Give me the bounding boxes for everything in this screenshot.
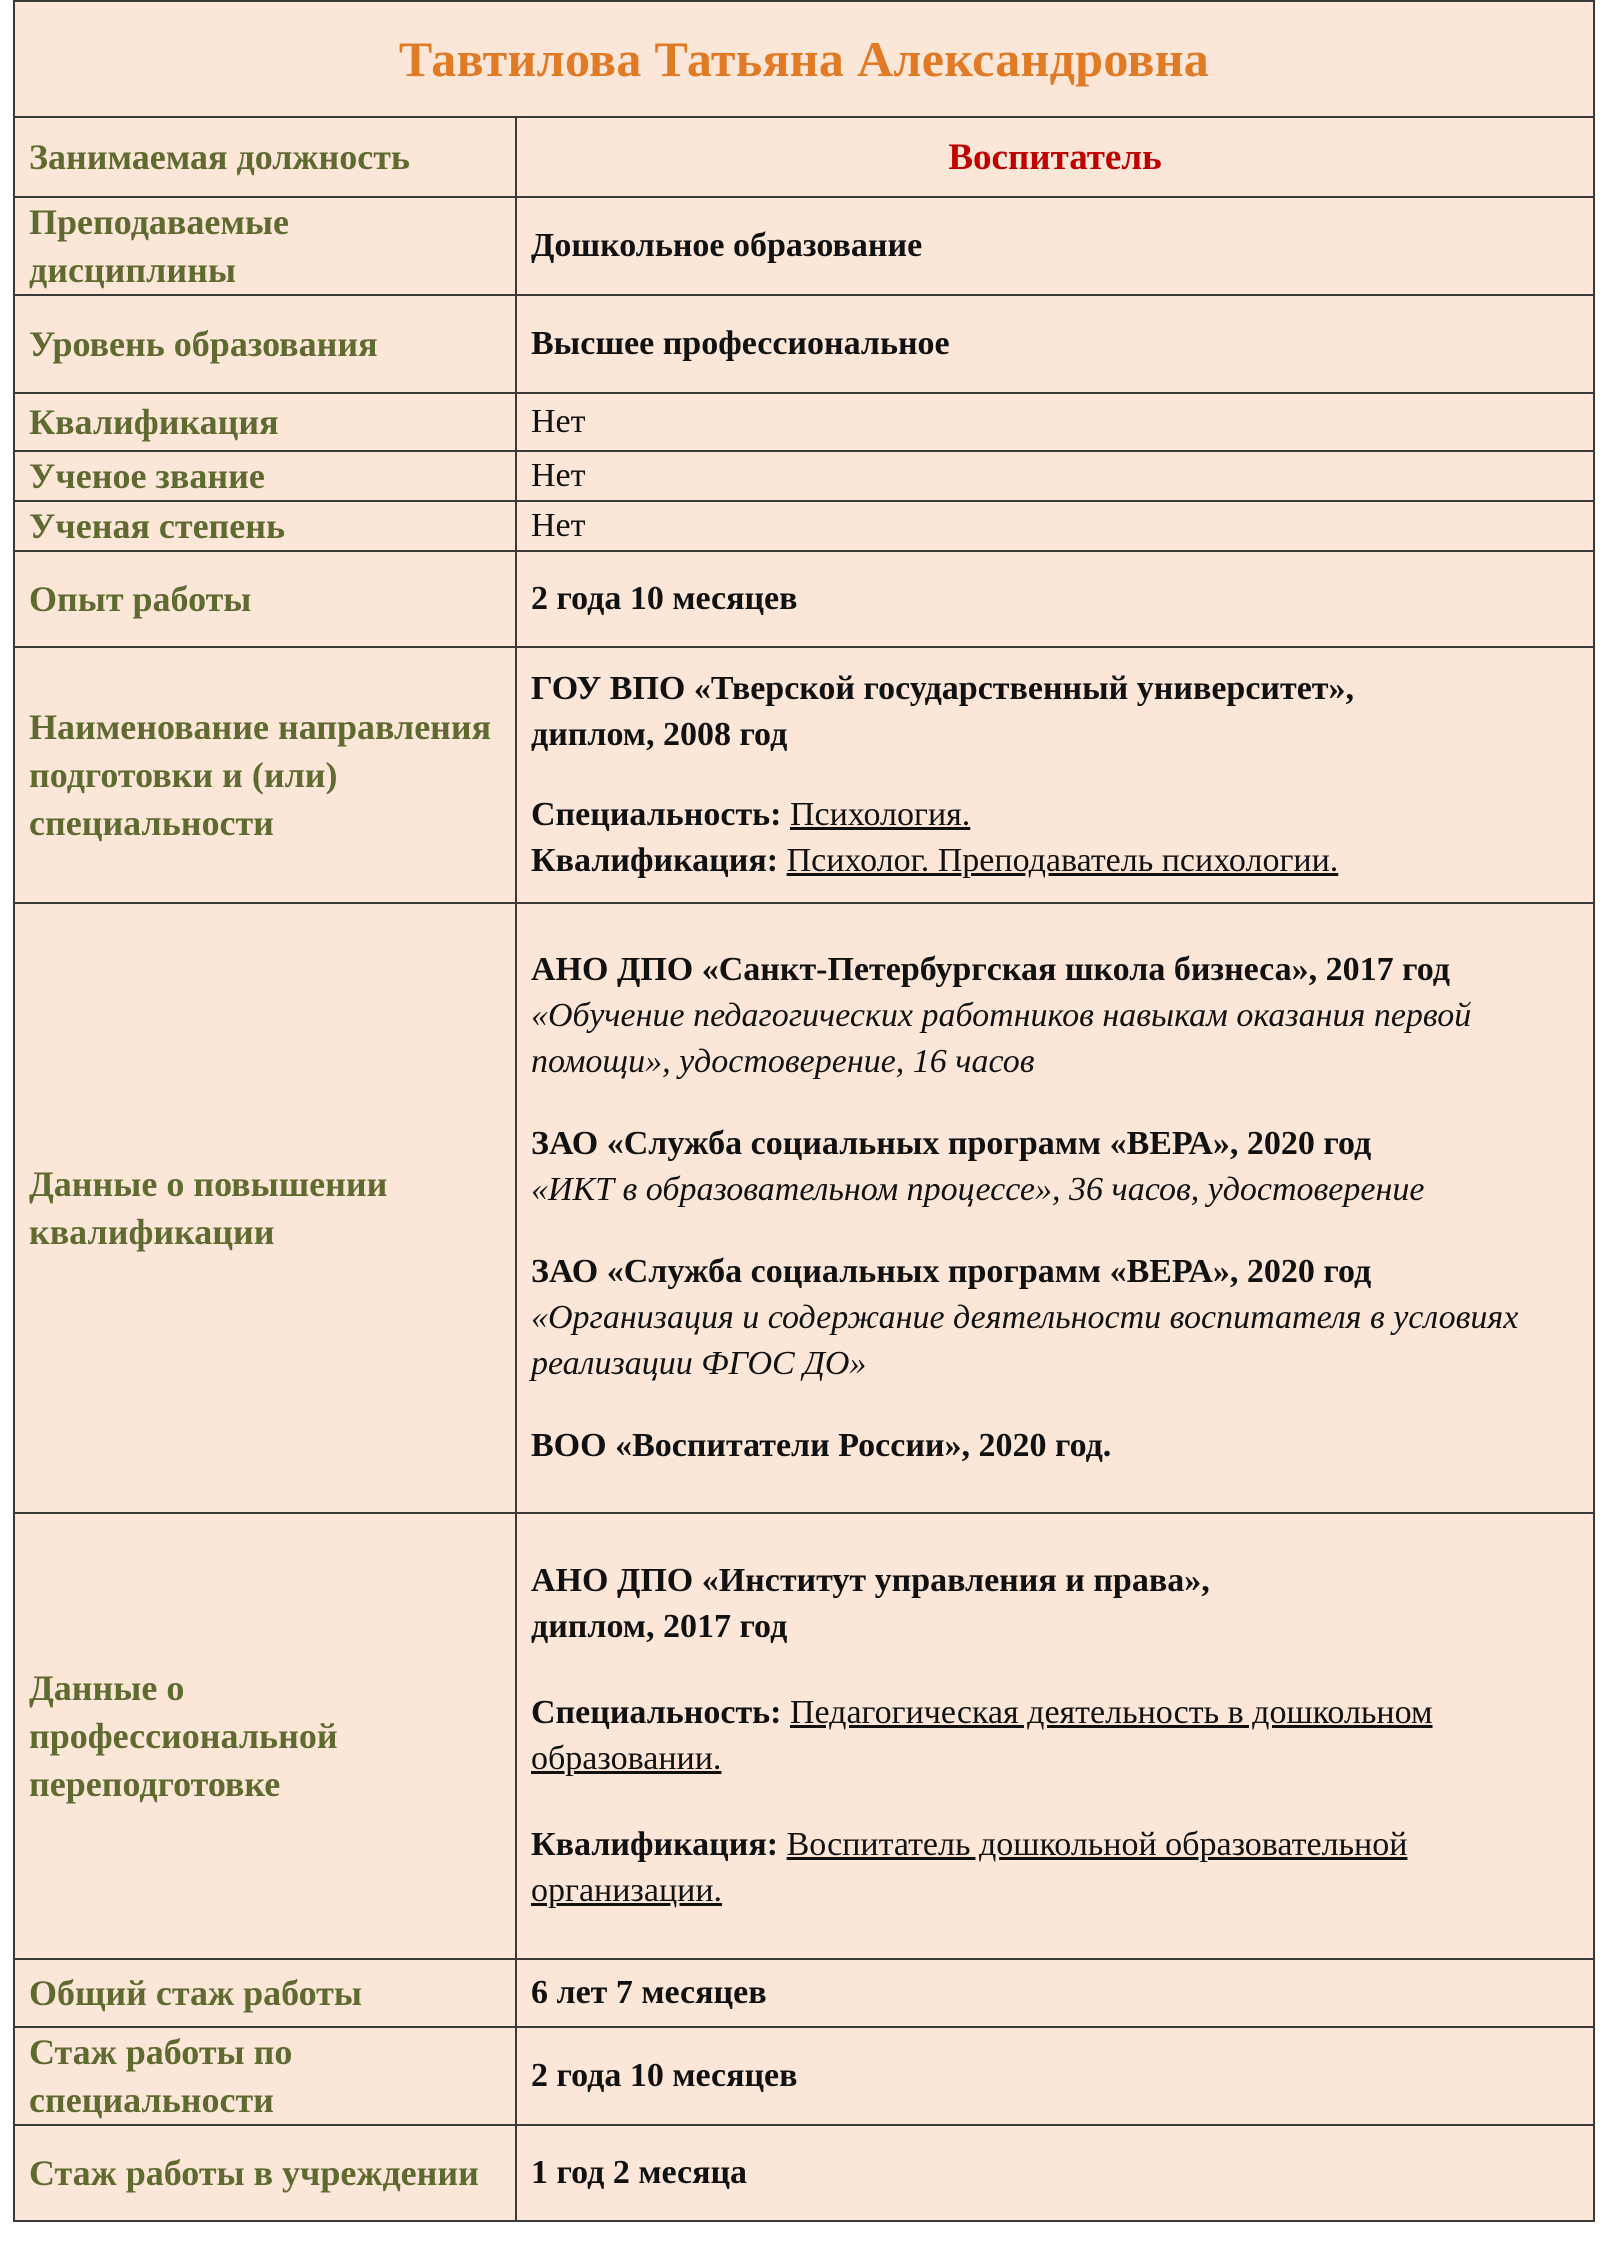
qualification-value: Нет bbox=[516, 393, 1594, 451]
experience-value: 2 года 10 месяцев bbox=[516, 551, 1594, 647]
row-specialty-experience bbox=[14, 2027, 1594, 2125]
training-entry bbox=[531, 1423, 1579, 1469]
row-specialty-direction bbox=[14, 647, 1594, 903]
specialty-experience-value: 2 года 10 месяцев bbox=[516, 2027, 1594, 2125]
row-total-experience bbox=[14, 1959, 1594, 2027]
position-label: Занимаемая должность bbox=[14, 117, 516, 197]
total-experience-value: 6 лет 7 месяцев bbox=[516, 1959, 1594, 2027]
profile-table bbox=[13, 0, 1595, 2222]
title-row bbox=[14, 1, 1594, 117]
specialty-qualification-key: Квалификация: bbox=[531, 842, 779, 879]
row-qualification bbox=[14, 393, 1594, 451]
institution-experience-value: 1 год 2 месяца bbox=[516, 2125, 1594, 2221]
specialty-institution-line1: ГОУ ВПО «Тверской государственный университет», bbox=[531, 670, 1354, 707]
retraining-label: Данные о профессиональной переподготовке bbox=[14, 1513, 516, 1959]
specialty-line bbox=[531, 792, 1579, 838]
training-org: ЗАО «Служба социальных программ «ВЕРА», 2020 год bbox=[531, 1125, 1372, 1162]
academic-title-label: Ученое звание bbox=[14, 451, 516, 501]
retraining-qualification-line bbox=[531, 1822, 1579, 1914]
retraining-qualification-value: Воспитатель дошкольной образовательной организации. bbox=[531, 1826, 1408, 1909]
training-org: АНО ДПО «Санкт-Петербургская школа бизнеса», 2017 год bbox=[531, 951, 1450, 988]
specialty-institution-line2: диплом, 2008 год bbox=[531, 716, 788, 753]
retraining-institution-line1: АНО ДПО «Институт управления и права», bbox=[531, 1562, 1210, 1599]
total-experience-label: Общий стаж работы bbox=[14, 1959, 516, 2027]
retraining-qualification-key: Квалификация: bbox=[531, 1826, 779, 1863]
position-value: Воспитатель bbox=[516, 117, 1594, 197]
retraining-institution-line2: диплом, 2017 год bbox=[531, 1608, 788, 1645]
row-institution-experience bbox=[14, 2125, 1594, 2221]
specialty-key: Специальность: bbox=[531, 796, 782, 833]
advanced-training-value bbox=[516, 903, 1594, 1513]
advanced-training-label: Данные о повышении квалификации bbox=[14, 903, 516, 1513]
specialty-qualification-line bbox=[531, 838, 1579, 884]
profile-sheet bbox=[13, 0, 1593, 2222]
retraining-specialty-value: Педагогическая деятельность в дошкольном образовании. bbox=[531, 1694, 1433, 1777]
specialty-value: Психология. bbox=[789, 796, 971, 833]
specialty-qualification-value: Психолог. Преподаватель психологии. bbox=[786, 842, 1339, 879]
academic-title-value: Нет bbox=[516, 451, 1594, 501]
training-entry bbox=[531, 947, 1579, 1085]
training-entry bbox=[531, 1249, 1579, 1387]
education-level-label: Уровень образования bbox=[14, 295, 516, 393]
disciplines-label: Преподаваемые дисциплины bbox=[14, 197, 516, 295]
retraining-specialty-key: Специальность: bbox=[531, 1694, 782, 1731]
training-course: «ИКТ в образовательном процессе», 36 часов, удостоверение bbox=[531, 1171, 1425, 1208]
retraining-value bbox=[516, 1513, 1594, 1959]
retraining-specialty-line bbox=[531, 1690, 1579, 1782]
academic-degree-value: Нет bbox=[516, 501, 1594, 551]
row-education-level bbox=[14, 295, 1594, 393]
page-title: Тавтилова Татьяна Александровна bbox=[14, 1, 1594, 117]
experience-label: Опыт работы bbox=[14, 551, 516, 647]
row-advanced-training bbox=[14, 903, 1594, 1513]
specialty-direction-label: Наименование направления подготовки и (или) специальности bbox=[14, 647, 516, 903]
row-academic-title bbox=[14, 451, 1594, 501]
training-course: «Обучение педагогических работников навыкам оказания первой помощи», удостоверение, 16 часов bbox=[531, 997, 1472, 1080]
training-org: ВОО «Воспитатели России», 2020 год. bbox=[531, 1427, 1112, 1464]
row-experience bbox=[14, 551, 1594, 647]
row-position bbox=[14, 117, 1594, 197]
academic-degree-label: Ученая степень bbox=[14, 501, 516, 551]
specialty-experience-label: Стаж работы по специальности bbox=[14, 2027, 516, 2125]
row-academic-degree bbox=[14, 501, 1594, 551]
specialty-direction-value bbox=[516, 647, 1594, 903]
education-level-value: Высшее профессиональное bbox=[516, 295, 1594, 393]
training-entry bbox=[531, 1121, 1579, 1213]
training-course: «Организация и содержание деятельности воспитателя в условиях реализации ФГОС ДО» bbox=[531, 1299, 1519, 1382]
row-retraining bbox=[14, 1513, 1594, 1959]
disciplines-value: Дошкольное образование bbox=[516, 197, 1594, 295]
training-org: ЗАО «Служба социальных программ «ВЕРА», 2020 год bbox=[531, 1253, 1372, 1290]
qualification-label: Квалификация bbox=[14, 393, 516, 451]
row-disciplines bbox=[14, 197, 1594, 295]
institution-experience-label: Стаж работы в учреждении bbox=[14, 2125, 516, 2221]
